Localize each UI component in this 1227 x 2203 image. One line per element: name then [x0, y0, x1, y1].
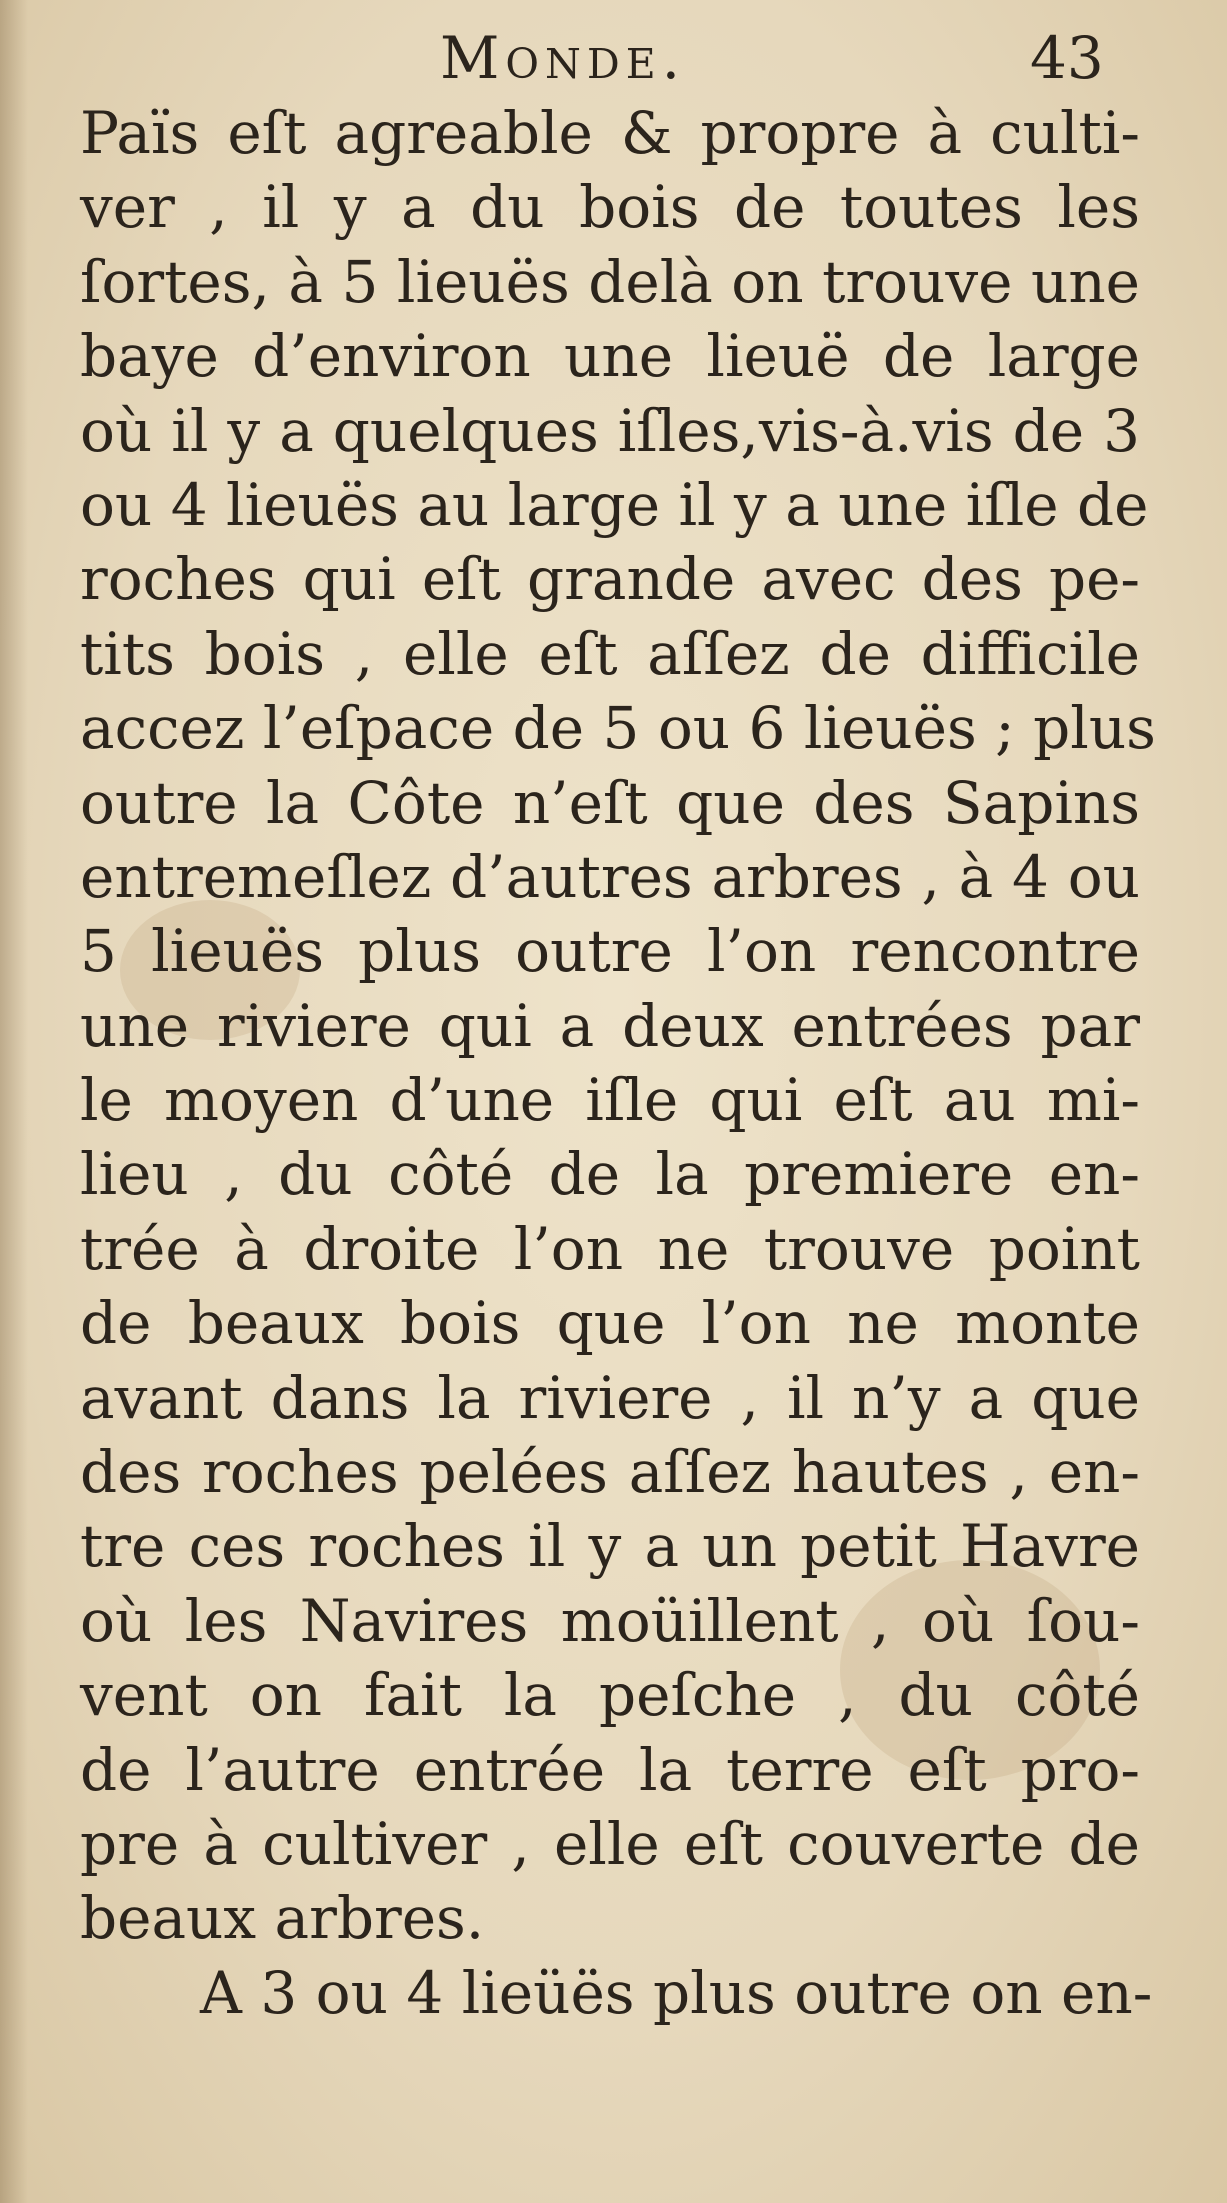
text-line: tits bois , elle eſt aſſez de difficile [80, 619, 1140, 688]
text-line: le moyen d’une iſle qui eſt au mi- [80, 1066, 1140, 1135]
text-line: accez l’eſpace de 5 ou 6 lieuës ; plus [80, 694, 1156, 763]
text-line: ver , il y a du bois de toutes les [80, 173, 1140, 242]
text-line: outre la Côte n’eſt que des Sapins [80, 768, 1140, 837]
text-line: où il y a quelques iſles,vis-à.vis de 3 [80, 396, 1140, 465]
text-line: lieu , du côté de la premiere en- [80, 1140, 1140, 1209]
text-line: Païs eſt agreable & propre à culti- [80, 99, 1140, 167]
text-line: ou 4 lieuës au large il y a une iſle de [80, 470, 1149, 539]
text-line: vent on fait la peſche , du côté [80, 1661, 1140, 1730]
text-line: pre à cultiver , elle eſt couverte de [80, 1809, 1140, 1878]
text-line: baye d’environ une lieuë de large [80, 322, 1140, 391]
text-line: roches qui eſt grande avec des pe- [80, 545, 1140, 614]
page-gutter-shadow [0, 0, 28, 2203]
text-line: A 3 ou 4 lieüës plus outre on en- [200, 1958, 1153, 2027]
text-line: trée à droite l’on ne trouve point [80, 1214, 1140, 1283]
body-text [80, 96, 1156, 2030]
text-line: 5 lieuës plus outre l’on rencontre [80, 917, 1140, 986]
text-line: ſortes, à 5 lieuës delà on trouve une [80, 247, 1140, 316]
text-line: de beaux bois que l’on ne monte [80, 1289, 1140, 1358]
text-line: beaux arbres. [80, 1884, 485, 1953]
page-header [0, 20, 1227, 100]
text-line: avant dans la riviere , il n’y a que [80, 1363, 1140, 1432]
text-line: des roches pelées aſſez hautes , en- [80, 1438, 1140, 1507]
page-number: 43 [1030, 24, 1104, 92]
text-line: de l’autre entrée la terre eſt pro- [80, 1735, 1140, 1804]
text-line: entremeſlez d’autres arbres , à 4 ou [80, 842, 1140, 911]
text-line: tre ces roches il y a un petit Havre [80, 1512, 1140, 1581]
text-line: où les Navires moüillent , où ſou- [80, 1586, 1140, 1655]
running-title: Monde. [440, 24, 687, 92]
text-line: une riviere qui a deux entrées par [80, 991, 1140, 1060]
